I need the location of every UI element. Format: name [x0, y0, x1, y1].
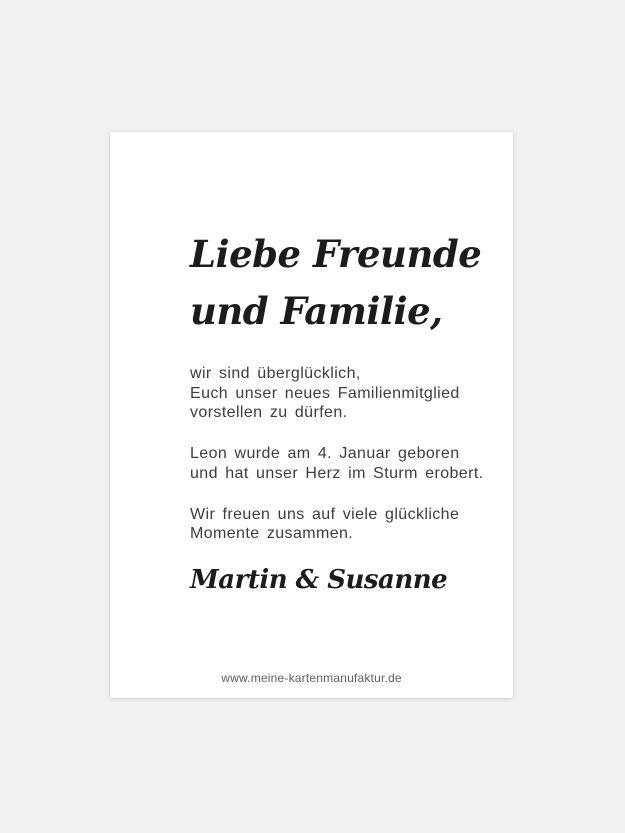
birth-paragraph: [190, 444, 484, 483]
intro-paragraph: [190, 364, 473, 423]
paragraph-line: Leon wurde am 4. Januar geboren: [190, 445, 460, 463]
paragraph-line: Euch unser neues Familienmitglied: [190, 384, 460, 402]
card-heading: [190, 226, 482, 340]
footer-url: www.meine-kartenmanufaktur.de: [221, 671, 402, 685]
paragraph-line: Wir freuen uns auf viele glückliche: [190, 505, 460, 523]
paragraph-line: Momente zusammen.: [190, 525, 354, 543]
heading-line-2: und Familie,: [190, 289, 443, 333]
signature: Martin & Susanne: [190, 564, 448, 595]
closing-paragraph: [190, 505, 473, 544]
heading-line-1: Liebe Freunde: [190, 232, 482, 276]
paragraph-line: und hat unser Herz im Sturm erobert.: [190, 464, 484, 482]
paragraph-line: wir sind überglücklich,: [190, 365, 361, 382]
card-body-text: [190, 364, 484, 544]
announcement-card: [110, 132, 513, 698]
paragraph-line: vorstellen zu dürfen.: [190, 404, 348, 422]
